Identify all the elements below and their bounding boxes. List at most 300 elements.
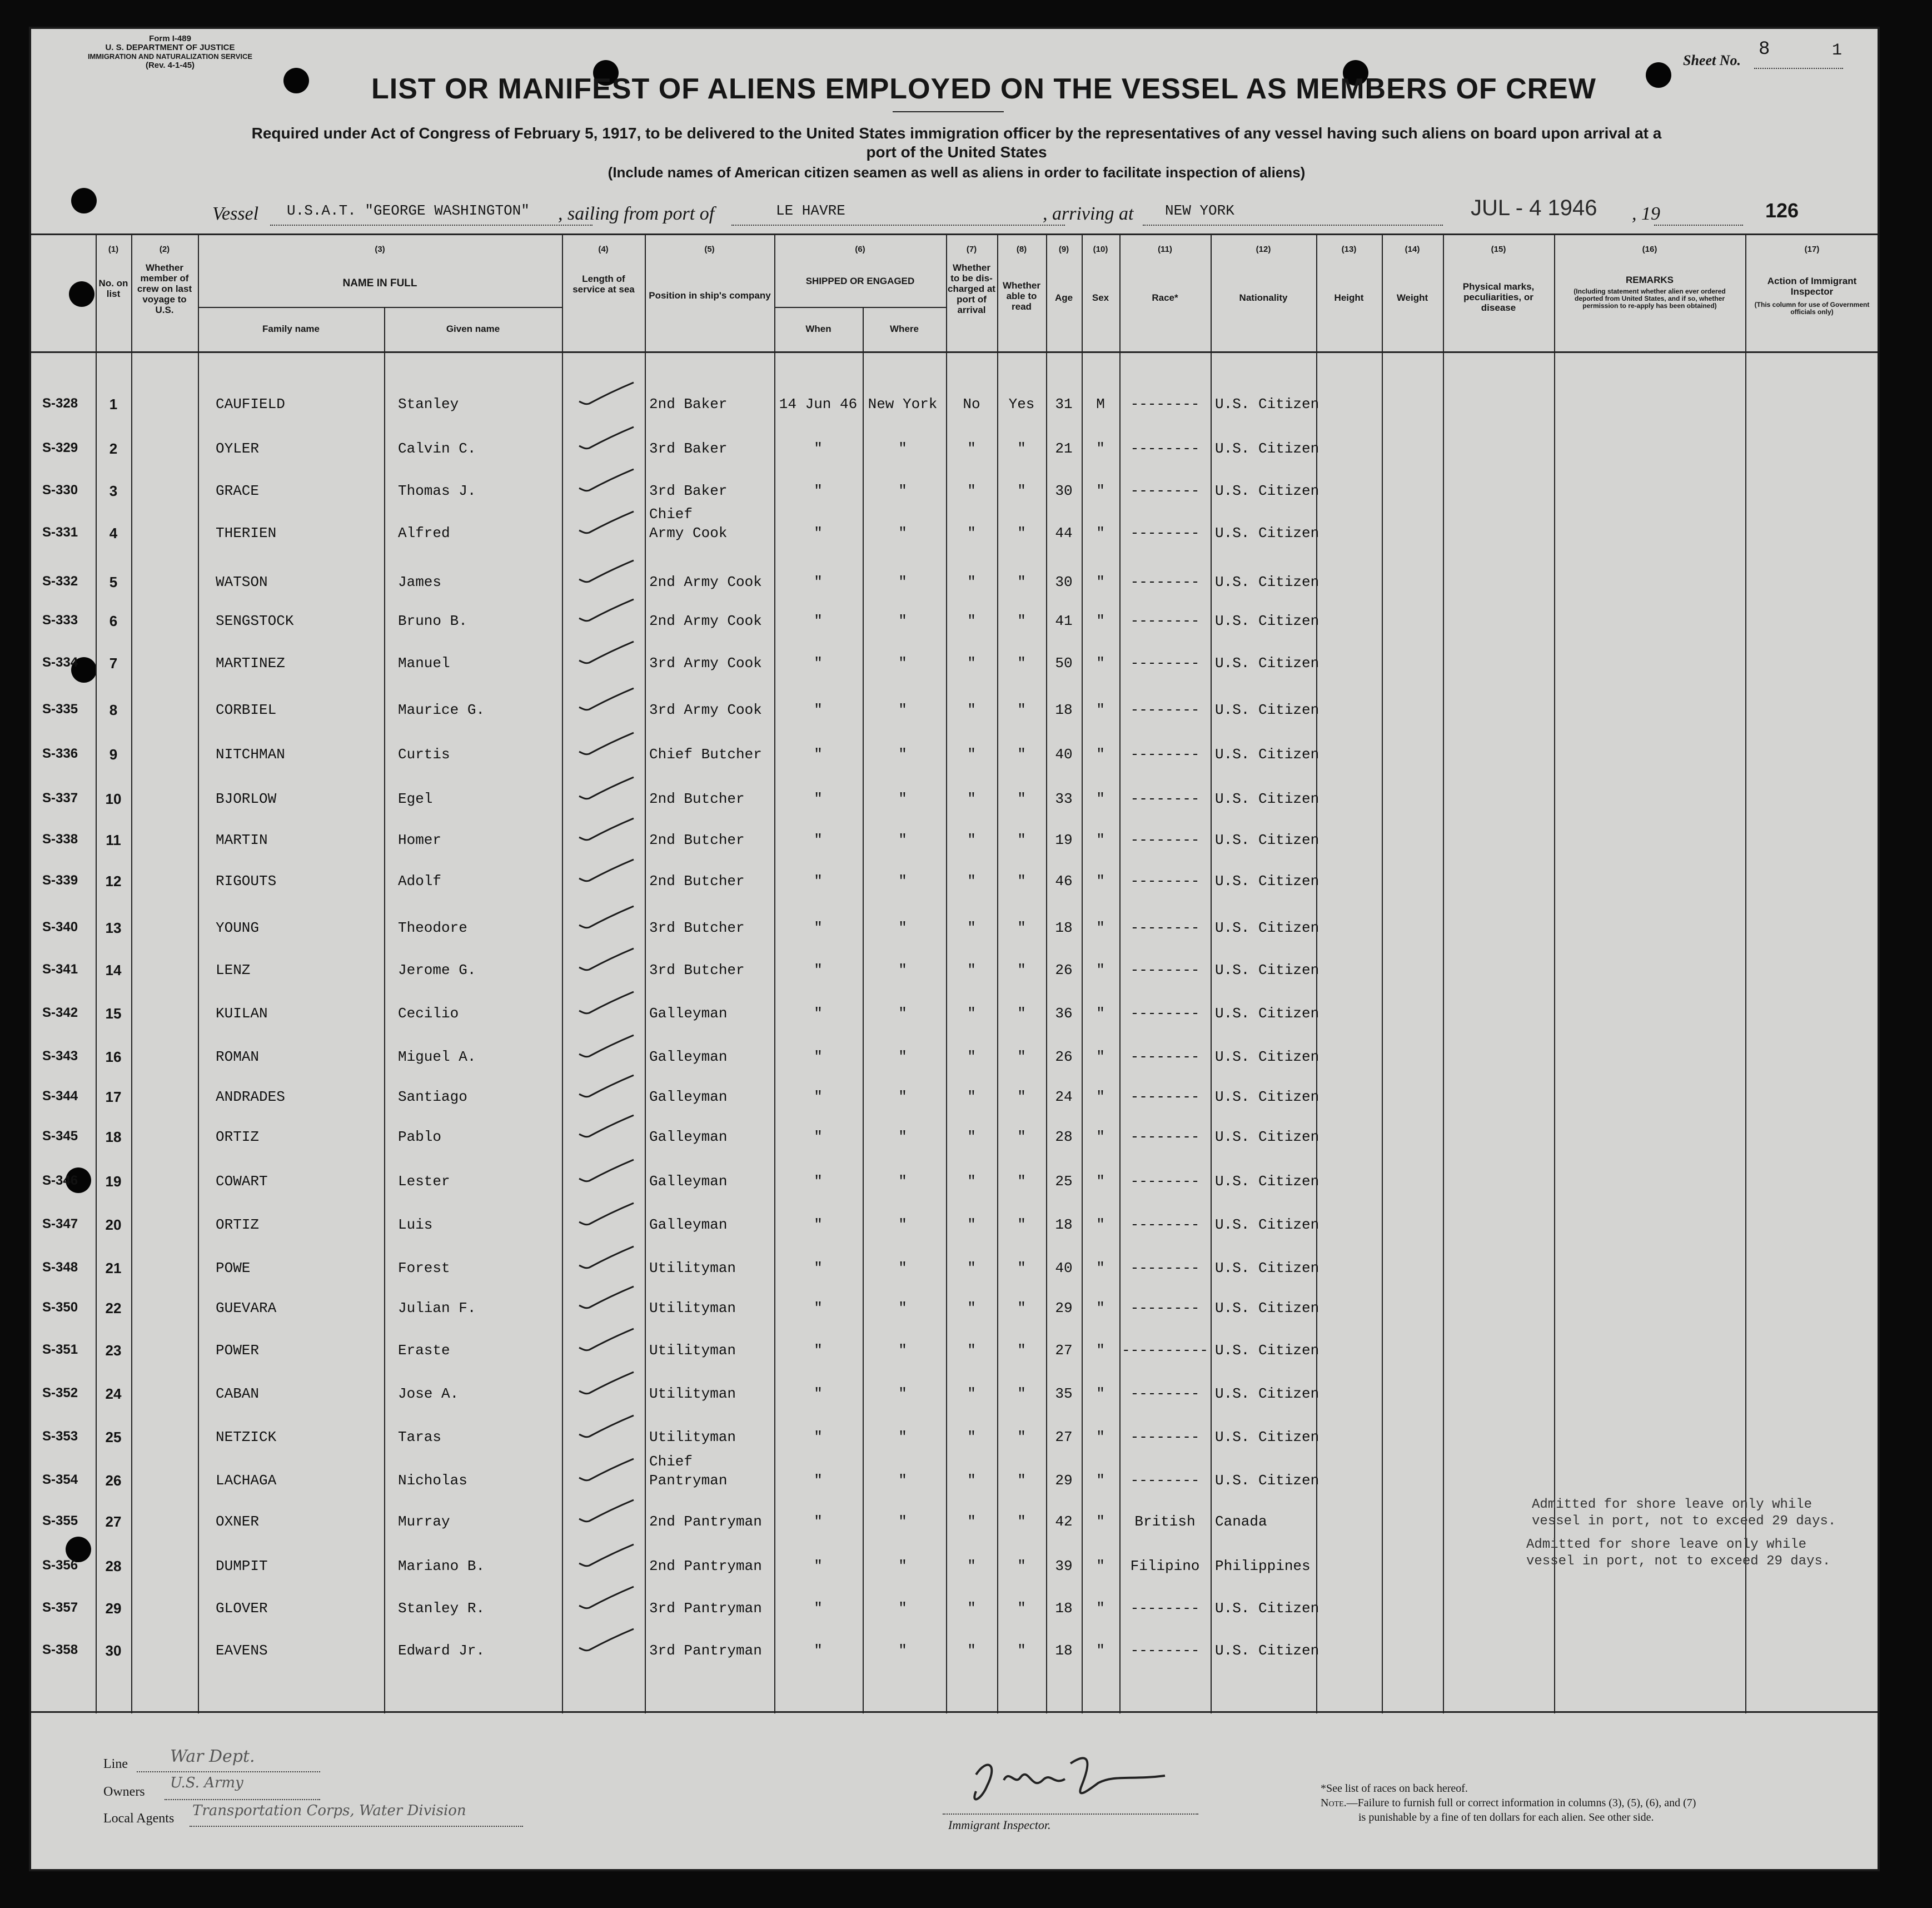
shipped-where: " xyxy=(898,920,907,936)
family-name: YOUNG xyxy=(216,920,260,936)
crew-code: S-345 xyxy=(42,1129,78,1144)
nationality: U.S. Citizen xyxy=(1215,1385,1319,1402)
discharged: " xyxy=(967,1472,976,1489)
crew-code: S-341 xyxy=(42,962,78,977)
race: Filipino xyxy=(1130,1558,1200,1574)
col-last-voyage-header: Whether member of crew on last voyage to U.S. xyxy=(137,262,192,315)
list-number: 15 xyxy=(105,1005,122,1022)
nationality: U.S. Citizen xyxy=(1215,1216,1319,1233)
given-name: Theodore xyxy=(398,920,467,936)
nationality: U.S. Citizen xyxy=(1215,1300,1319,1316)
nationality: U.S. Citizen xyxy=(1215,483,1319,499)
col-position-header: Position in ship's company xyxy=(649,290,771,301)
vessel-name: U.S.A.T. "GEORGE WASHINGTON" xyxy=(287,202,530,219)
check-mark xyxy=(576,508,637,541)
shipped-where: " xyxy=(898,525,907,541)
able-to-read: " xyxy=(1017,1173,1026,1190)
family-name: COWART xyxy=(216,1173,268,1190)
able-to-read: " xyxy=(1017,1216,1026,1233)
list-number: 6 xyxy=(109,613,118,629)
given-name: Mariano B. xyxy=(398,1558,485,1574)
col-where-header: Where xyxy=(890,324,919,334)
race: -------- xyxy=(1130,525,1200,541)
check-mark xyxy=(576,638,637,672)
sex: " xyxy=(1096,1342,1105,1359)
sex: " xyxy=(1096,702,1105,718)
crew-code: S-354 xyxy=(42,1472,78,1487)
column-number: (1) xyxy=(108,245,119,254)
sex: " xyxy=(1096,1385,1105,1402)
col-action-note: (This column for use of Government officials only) xyxy=(1754,301,1870,316)
given-name: Nicholas xyxy=(398,1472,467,1489)
discharged: " xyxy=(967,1642,976,1659)
race: -------- xyxy=(1130,1600,1200,1617)
age: 29 xyxy=(1055,1472,1073,1489)
age: 18 xyxy=(1055,1216,1073,1233)
shipped-when: " xyxy=(814,791,823,807)
shipped-when: " xyxy=(814,962,823,978)
col-given-name-header: Given name xyxy=(446,324,500,334)
sex: " xyxy=(1096,483,1105,499)
shipped-when: " xyxy=(814,1558,823,1574)
nationality: U.S. Citizen xyxy=(1215,962,1319,978)
list-number: 17 xyxy=(105,1089,122,1105)
col-action-header: Action of Immigrant Inspector xyxy=(1767,276,1857,297)
discharged: " xyxy=(967,1558,976,1574)
sex: " xyxy=(1096,574,1105,590)
position: 2nd Butcher xyxy=(649,873,745,890)
given-name: Jose A. xyxy=(398,1385,459,1402)
nationality: Philippines xyxy=(1215,1558,1311,1574)
position: 2nd Butcher xyxy=(649,832,745,848)
check-mark xyxy=(576,1156,637,1190)
crew-code: S-332 xyxy=(42,574,78,589)
age: 40 xyxy=(1055,1260,1073,1276)
position: 3rd Pantryman xyxy=(649,1600,762,1617)
age: 18 xyxy=(1055,920,1073,936)
discharged: " xyxy=(967,1173,976,1190)
shipped-where: " xyxy=(898,1342,907,1359)
age: 30 xyxy=(1055,574,1073,590)
shipped-where: " xyxy=(898,574,907,590)
family-name: ORTIZ xyxy=(216,1129,260,1145)
shipped-when: " xyxy=(814,613,823,629)
sex: " xyxy=(1096,1558,1105,1574)
col-discharged-header: Whether to be dis-charged at port of arrival xyxy=(948,262,995,315)
given-name: Luis xyxy=(398,1216,433,1233)
shipped-when: " xyxy=(814,1089,823,1105)
given-name: Murray xyxy=(398,1513,450,1530)
check-mark xyxy=(576,596,637,629)
column-number: (7) xyxy=(966,245,977,254)
penalty-note-2: is punishable by a fine of ten dollars for each alien. See other side. xyxy=(1358,1811,1654,1823)
list-number: 2 xyxy=(109,440,118,457)
age: 19 xyxy=(1055,832,1073,848)
given-name: Homer xyxy=(398,832,442,848)
able-to-read: " xyxy=(1017,1558,1026,1574)
discharged: " xyxy=(967,1129,976,1145)
position: Galleyman xyxy=(649,1173,728,1190)
discharged: " xyxy=(967,483,976,499)
subtitle-line3: (Include names of American citizen seamen as well as aliens in order to facilitate inspection of aliens) xyxy=(608,164,1306,181)
race: British xyxy=(1134,1513,1196,1530)
family-name: OXNER xyxy=(216,1513,260,1530)
age: 40 xyxy=(1055,746,1073,763)
nationality: U.S. Citizen xyxy=(1215,1342,1319,1359)
nationality: U.S. Citizen xyxy=(1215,1600,1319,1617)
given-name: Stanley R. xyxy=(398,1600,485,1617)
nationality: U.S. Citizen xyxy=(1215,1129,1319,1145)
family-name: MARTIN xyxy=(216,832,268,848)
race: -------- xyxy=(1130,1429,1200,1445)
age: 41 xyxy=(1055,613,1073,629)
discharged: " xyxy=(967,574,976,590)
shipped-when: " xyxy=(814,1005,823,1022)
check-mark xyxy=(576,1032,637,1065)
races-note: *See list of races on back hereof. xyxy=(1321,1782,1468,1795)
position: Utilityman xyxy=(649,1429,736,1445)
discharged: " xyxy=(967,1260,976,1276)
shipped-where: " xyxy=(898,1300,907,1316)
able-to-read: " xyxy=(1017,440,1026,457)
check-mark xyxy=(576,1626,637,1659)
crew-code: S-353 xyxy=(42,1429,78,1444)
col-physical-header: Physical marks, peculiarities, or disease xyxy=(1462,281,1535,313)
sex: " xyxy=(1096,791,1105,807)
sex: " xyxy=(1096,613,1105,629)
port-of-arrival: NEW YORK xyxy=(1165,202,1234,219)
list-number: 20 xyxy=(105,1216,122,1233)
check-mark xyxy=(576,1541,637,1574)
col-sex-header: Sex xyxy=(1092,292,1109,303)
discharged: " xyxy=(967,440,976,457)
col-remarks-note: (Including statement whether alien ever ordered deported from United States, and if so, whether permission to re-apply has been obtained) xyxy=(1574,287,1726,310)
age: 31 xyxy=(1055,396,1073,413)
service: IMMIGRATION AND NATURALIZATION SERVICE xyxy=(87,52,253,61)
crew-code: S-347 xyxy=(42,1216,78,1231)
family-name: THERIEN xyxy=(216,525,277,541)
race: -------- xyxy=(1130,702,1200,718)
family-name: MARTINEZ xyxy=(216,655,285,672)
discharged: " xyxy=(967,1005,976,1022)
able-to-read: " xyxy=(1017,613,1026,629)
punch-hole xyxy=(283,68,309,93)
able-to-read: " xyxy=(1017,873,1026,890)
race: -------- xyxy=(1130,1005,1200,1022)
list-number: 27 xyxy=(105,1513,122,1530)
list-number: 13 xyxy=(105,920,122,936)
given-name: Taras xyxy=(398,1429,442,1445)
able-to-read: " xyxy=(1017,791,1026,807)
check-mark xyxy=(576,685,637,718)
family-name: CABAN xyxy=(216,1385,260,1402)
check-mark xyxy=(576,774,637,807)
position: 3rd Baker xyxy=(649,440,728,457)
able-to-read: " xyxy=(1017,1005,1026,1022)
discharged: " xyxy=(967,920,976,936)
sex: " xyxy=(1096,1429,1105,1445)
shipped-when: " xyxy=(814,873,823,890)
page-title: LIST OR MANIFEST OF ALIENS EMPLOYED ON THE VESSEL AS MEMBERS OF CREW xyxy=(371,73,1596,105)
crew-code: S-342 xyxy=(42,1005,78,1020)
nationality: U.S. Citizen xyxy=(1215,873,1319,890)
family-name: ANDRADES xyxy=(216,1089,285,1105)
able-to-read: " xyxy=(1017,702,1026,718)
position: Galleyman xyxy=(649,1216,728,1233)
given-name: Miguel A. xyxy=(398,1049,476,1065)
manifest-sheet xyxy=(29,27,1880,1871)
race: -------- xyxy=(1130,1260,1200,1276)
check-mark xyxy=(576,815,637,848)
age: 28 xyxy=(1055,1129,1073,1145)
check-mark xyxy=(576,1072,637,1105)
family-name: LACHAGA xyxy=(216,1472,277,1489)
race: -------- xyxy=(1130,873,1200,890)
sheet-label: Sheet No. xyxy=(1683,52,1741,68)
shipped-when: " xyxy=(814,702,823,718)
shipped-when: " xyxy=(814,1260,823,1276)
discharged: No xyxy=(963,396,980,413)
given-name: Santiago xyxy=(398,1089,467,1105)
check-mark xyxy=(576,1283,637,1316)
crew-code: S-343 xyxy=(42,1049,78,1064)
nationality: U.S. Citizen xyxy=(1215,396,1319,413)
shipped-where: " xyxy=(898,1049,907,1065)
position: 3rd Pantryman xyxy=(649,1642,762,1659)
sex: " xyxy=(1096,1216,1105,1233)
list-number: 19 xyxy=(105,1173,122,1190)
able-to-read: " xyxy=(1017,1472,1026,1489)
position: 2nd Pantryman xyxy=(649,1558,762,1574)
race: -------- xyxy=(1130,832,1200,848)
sex: " xyxy=(1096,873,1105,890)
crew-code: S-333 xyxy=(42,613,78,628)
position: 2nd Butcher xyxy=(649,791,745,807)
family-name: WATSON xyxy=(216,574,268,590)
nationality: U.S. Citizen xyxy=(1215,746,1319,763)
family-name: EAVENS xyxy=(216,1642,268,1659)
shipped-where: " xyxy=(898,873,907,890)
position-line2: Army Cook xyxy=(649,525,728,541)
given-name: Edward Jr. xyxy=(398,1642,485,1659)
age: 50 xyxy=(1055,655,1073,672)
position: Galleyman xyxy=(649,1089,728,1105)
able-to-read: " xyxy=(1017,574,1026,590)
crew-code: S-334 xyxy=(42,655,78,670)
shipped-where: " xyxy=(898,1216,907,1233)
able-to-read: " xyxy=(1017,1049,1026,1065)
age: 18 xyxy=(1055,1600,1073,1617)
nationality: U.S. Citizen xyxy=(1215,1260,1319,1276)
discharged: " xyxy=(967,1049,976,1065)
race: -------- xyxy=(1130,746,1200,763)
given-name: Adolf xyxy=(398,873,442,890)
crew-code: S-358 xyxy=(42,1642,78,1657)
list-number: 25 xyxy=(105,1429,122,1445)
age: 30 xyxy=(1055,483,1073,499)
nationality: U.S. Citizen xyxy=(1215,702,1319,718)
discharged: " xyxy=(967,1600,976,1617)
race: ---------- xyxy=(1121,1342,1209,1359)
shipped-when: " xyxy=(814,574,823,590)
discharged: " xyxy=(967,1300,976,1316)
col-height-header: Height xyxy=(1334,292,1364,303)
position: 3rd Baker xyxy=(649,483,728,499)
family-name: SENGSTOCK xyxy=(216,613,294,629)
position: 3rd Butcher xyxy=(649,962,745,978)
list-number: 21 xyxy=(105,1260,122,1276)
form-number: Form I-489 xyxy=(149,34,191,43)
able-to-read: " xyxy=(1017,1129,1026,1145)
able-to-read: " xyxy=(1017,1260,1026,1276)
position: 2nd Army Cook xyxy=(649,574,762,590)
given-name: Pablo xyxy=(398,1129,442,1145)
position: Galleyman xyxy=(649,1129,728,1145)
shipped-where: " xyxy=(898,1260,907,1276)
sex: " xyxy=(1096,1005,1105,1022)
column-number: (9) xyxy=(1058,245,1069,254)
discharged: " xyxy=(967,1429,976,1445)
age: 27 xyxy=(1055,1342,1073,1359)
race: -------- xyxy=(1130,1642,1200,1659)
given-name: Bruno B. xyxy=(398,613,467,629)
sailing-label: , sailing from port of xyxy=(558,203,715,224)
shipped-when: " xyxy=(814,1513,823,1530)
check-mark xyxy=(576,988,637,1022)
shipped-where: " xyxy=(898,791,907,807)
shipped-when: " xyxy=(814,1300,823,1316)
age: 33 xyxy=(1055,791,1073,807)
shipped-when: " xyxy=(814,525,823,541)
sex: " xyxy=(1096,1129,1105,1145)
race: -------- xyxy=(1130,655,1200,672)
crew-code: S-337 xyxy=(42,791,78,806)
race: -------- xyxy=(1130,440,1200,457)
shipped-where: " xyxy=(898,613,907,629)
arriving-label: , arriving at xyxy=(1043,203,1134,224)
owners-value: U.S. Army xyxy=(170,1775,243,1791)
discharged: " xyxy=(967,525,976,541)
sex: " xyxy=(1096,1600,1105,1617)
race: -------- xyxy=(1130,1173,1200,1190)
discharged: " xyxy=(967,1089,976,1105)
col-nationality-header: Nationality xyxy=(1239,292,1288,303)
nationality: Canada xyxy=(1215,1513,1267,1530)
crew-code: S-352 xyxy=(42,1385,78,1400)
age: 42 xyxy=(1055,1513,1073,1530)
sex: " xyxy=(1096,655,1105,672)
list-number: 1 xyxy=(109,396,118,413)
col-read-header: Whether able to read xyxy=(1003,280,1040,312)
crew-code: S-336 xyxy=(42,746,78,761)
shipped-where: " xyxy=(898,655,907,672)
race: -------- xyxy=(1130,1089,1200,1105)
sex: " xyxy=(1096,1260,1105,1276)
note-label: Note. xyxy=(1321,1797,1347,1809)
discharged: " xyxy=(967,702,976,718)
shipped-where: " xyxy=(898,962,907,978)
punch-hole xyxy=(69,281,94,307)
given-name: Forest xyxy=(398,1260,450,1276)
race: -------- xyxy=(1130,613,1200,629)
shipped-where: " xyxy=(898,1129,907,1145)
crew-code: S-357 xyxy=(42,1600,78,1615)
check-mark xyxy=(576,1112,637,1145)
crew-code: S-355 xyxy=(42,1513,78,1528)
col-family-name-header: Family name xyxy=(262,324,320,334)
form-revision: (Rev. 4-1-45) xyxy=(145,61,195,70)
race: -------- xyxy=(1130,1216,1200,1233)
crew-code: S-351 xyxy=(42,1342,78,1357)
column-number: (2) xyxy=(159,245,170,254)
shipped-where: " xyxy=(898,832,907,848)
sex: " xyxy=(1096,832,1105,848)
position: Chief xyxy=(649,1453,693,1470)
age: 46 xyxy=(1055,873,1073,890)
able-to-read: " xyxy=(1017,525,1026,541)
check-mark xyxy=(576,1200,637,1233)
family-name: NETZICK xyxy=(216,1429,277,1445)
family-name: GRACE xyxy=(216,483,260,499)
able-to-read: Yes xyxy=(1008,396,1035,413)
remark-row-27: Admitted for shore leave only while vessel in port, not to exceed 29 days. xyxy=(1532,1497,1836,1529)
col-no-header: No. on list xyxy=(98,278,128,299)
sex: " xyxy=(1096,1173,1105,1190)
crew-code: S-356 xyxy=(42,1558,78,1573)
shipped-when: " xyxy=(814,746,823,763)
col-weight-header: Weight xyxy=(1396,292,1428,303)
position-line2: Pantryman xyxy=(649,1472,728,1489)
age: 18 xyxy=(1055,702,1073,718)
shipped-where: " xyxy=(898,1513,907,1530)
able-to-read: " xyxy=(1017,1513,1026,1530)
shipped-where: " xyxy=(898,1385,907,1402)
list-number: 23 xyxy=(105,1342,122,1359)
discharged: " xyxy=(967,873,976,890)
family-name: GLOVER xyxy=(216,1600,268,1617)
note-text: —Failure to furnish full or correct information in columns (3), (5), (6), and (7) xyxy=(1346,1797,1696,1809)
family-name: LENZ xyxy=(216,962,251,978)
list-number: 14 xyxy=(105,962,122,978)
list-number: 3 xyxy=(109,483,118,499)
nationality: U.S. Citizen xyxy=(1215,1472,1319,1489)
age: 25 xyxy=(1055,1173,1073,1190)
shipped-where: " xyxy=(898,702,907,718)
col-age-header: Age xyxy=(1054,292,1073,303)
race: -------- xyxy=(1130,1129,1200,1145)
list-number: 10 xyxy=(105,791,122,807)
family-name: POWER xyxy=(216,1342,260,1359)
list-number: 30 xyxy=(105,1642,122,1659)
nationality: U.S. Citizen xyxy=(1215,1005,1319,1022)
age: 26 xyxy=(1055,962,1073,978)
able-to-read: " xyxy=(1017,1600,1026,1617)
shipped-when: " xyxy=(814,920,823,936)
list-number: 28 xyxy=(105,1558,122,1574)
shipped-when: " xyxy=(814,1472,823,1489)
col-race-header: Race* xyxy=(1152,292,1178,303)
col-shipped-header: SHIPPED OR ENGAGED xyxy=(805,276,915,286)
shipped-when: " xyxy=(814,1342,823,1359)
shipped-where: " xyxy=(898,746,907,763)
able-to-read: " xyxy=(1017,483,1026,499)
able-to-read: " xyxy=(1017,1642,1026,1659)
nationality: U.S. Citizen xyxy=(1215,1049,1319,1065)
punch-hole xyxy=(1646,62,1671,88)
check-mark xyxy=(576,379,637,413)
sheet-corner-mark: 1 xyxy=(1832,41,1843,60)
shipped-where: " xyxy=(898,1600,907,1617)
